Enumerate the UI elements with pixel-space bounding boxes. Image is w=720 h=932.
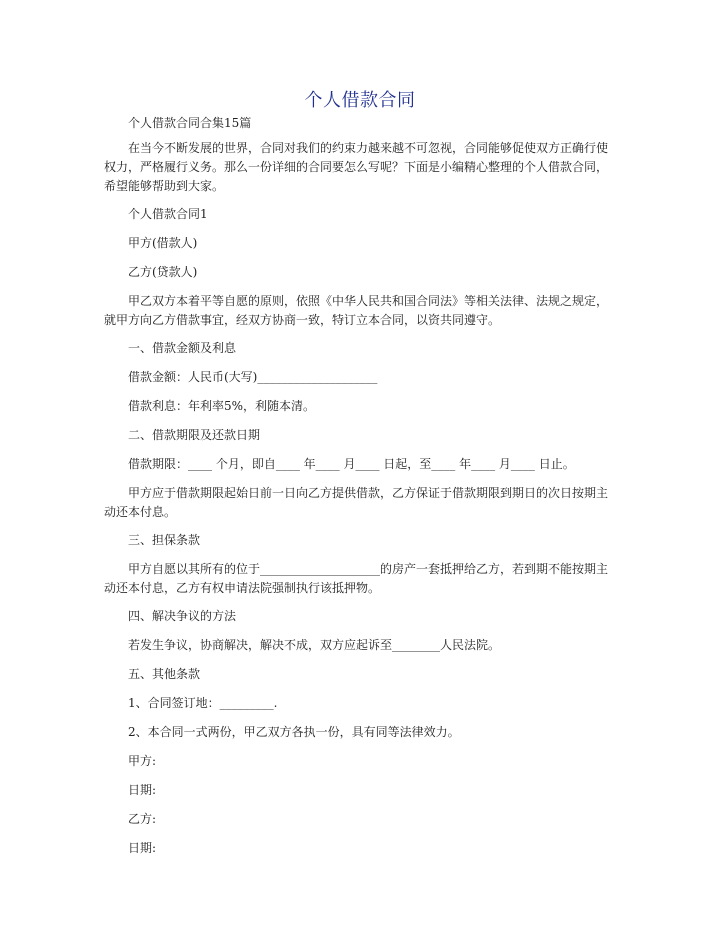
document-body [104,114,616,868]
contract-title: 个人借款合同1 [128,207,208,221]
other-clause-1: 1、合同签订地：_________. [128,696,278,710]
section-2-title: 二、借款期限及还款日期 [128,428,261,442]
section-1-title: 一、借款金额及利息 [128,341,237,355]
date-party-b: 日期: [128,841,157,855]
section-5-title: 五、其他条款 [128,667,201,681]
preamble-paragraph: 甲乙双方本着平等自愿的原则，依照《中华人民共和国合同法》等相关法律、法规之规定，就甲方向乙方借款事宜，经双方协商一致，特订立本合同，以资共同遵守。 [104,294,609,327]
party-b: 乙方(贷款人) [128,265,198,279]
loan-amount: 借款金额：人民币(大写)____________________ [128,370,378,384]
loan-interest: 借款利息：年利率5%，利随本清。 [128,399,316,413]
section-4-title: 四、解决争议的方法 [128,609,237,623]
dispute-paragraph: 若发生争议，协商解决，解决不成，双方应起诉至________人民法院。 [128,638,501,652]
signature-party-b: 乙方: [128,812,157,826]
signature-party-a: 甲方: [128,754,157,768]
document-title: 个人借款合同 [304,90,416,111]
other-clause-2: 2、本合同一式两份，甲乙双方各执一份，具有同等法律效力。 [128,725,460,739]
loan-term: 借款期限：____ 个月，即自____ 年____ 月____ 日起，至____ 年____ 月____ 日止。 [128,457,575,471]
intro-paragraph: 在当今不断发展的世界，合同对我们的约束力越来越不可忽视，合同能够促使双方正确行使权力，严格履行义务。那么一份详细的合同要怎么写呢？下面是小编精心整理的个人借款合同，希望能够帮助到大家。 [104,141,609,193]
section-3-title: 三、担保条款 [128,533,201,547]
subtitle: 个人借款合同合集15篇 [128,116,252,130]
date-party-a: 日期: [128,783,157,797]
repayment-paragraph: 甲方应于借款期限起始日前一日向乙方提供借款，乙方保证于借款期限到期日的次日按期主动还本付息。 [104,486,609,519]
guarantee-paragraph: 甲方自愿以其所有的位于____________________的房产一套抵押给乙方，若到期不能按期主动还本付息，乙方有权申请法院强制执行该抵押物。 [104,562,609,595]
party-a: 甲方(借款人) [128,236,198,250]
